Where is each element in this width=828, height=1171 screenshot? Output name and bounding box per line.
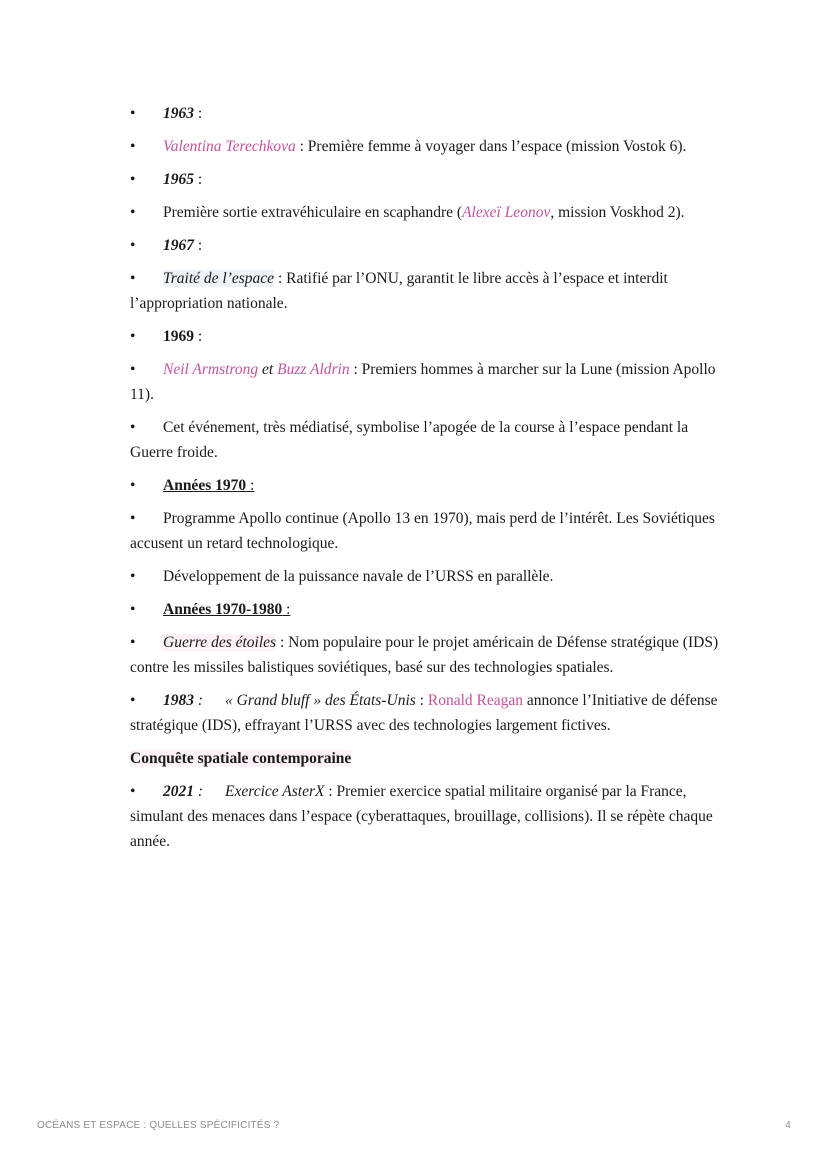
bullet: • [130,138,136,155]
label-annees-1970: Années 1970 [163,477,247,494]
bullet: • [130,204,136,221]
page-number: 4 [785,1120,791,1131]
list-item-annees-1970 [130,473,730,498]
list-item-terechkova [130,134,730,159]
item-text: , mission Voskhod 2). [550,204,685,221]
item-text: : Premier exercice spatial militaire organisé par la France, simulant des menaces dans l’espace (cyberattaques, brouillage, collisions). Il se répète chaque année. [130,783,713,850]
name-reagan: Ronald Reagan [427,692,523,709]
list-item-1965 [130,167,730,192]
bullet: • [130,601,136,618]
colon: : [194,105,203,122]
name-terechkova: Valentina Terechkova [163,138,296,155]
bullet: • [130,270,136,287]
list-item-1967 [130,233,730,258]
quote-grand-bluff: « Grand bluff » des États-Unis [225,692,416,709]
list-item-event [130,415,730,465]
colon: : [246,477,255,494]
label-annees-1970-1980: Années 1970-1980 [163,601,283,618]
list-item-naval [130,564,730,589]
list-item-2021 [130,779,730,854]
list-item-annees-1970-1980 [130,597,730,622]
list-item-traite [130,266,730,316]
bullet: • [130,237,136,254]
bullet: • [130,105,136,122]
name-leonov: Alexeï Leonov [462,204,551,221]
term-asterx: Exercice AsterX [225,783,325,800]
year-1967: 1967 [163,237,194,254]
item-text: : Première femme à voyager dans l’espace (mission Vostok 6). [295,138,687,155]
name-armstrong: Neil Armstrong [163,361,259,378]
bullet: • [130,328,136,345]
year-2021: 2021 [163,783,194,800]
bullet: • [130,634,136,651]
item-text: annonce l’Initiative de défense stratégique (IDS), effrayant l’URSS avec des technologies largement fictives. [130,692,718,734]
list-item-1969 [130,324,730,349]
colon: : [194,692,204,709]
list-item-apollo-continue [130,506,730,556]
list-item-guerre-etoiles [130,630,730,680]
colon: : [282,601,291,618]
page-footer [37,1120,791,1131]
bullet: • [130,783,136,800]
list-item-1983 [130,688,730,738]
item-text: : Premiers hommes à marcher sur la Lune (mission Apollo 11). [130,361,716,403]
term-guerre-etoiles: Guerre des étoiles [163,634,277,651]
year-1963: 1963 [163,105,194,122]
list-item-apollo11 [130,357,730,407]
document-body [130,101,730,862]
colon: : [194,237,203,254]
term-traite: Traité de l’espace [163,270,275,287]
item-text: Programme Apollo continue (Apollo 13 en 1970), mais perd de l’intérêt. Les Soviétiques accusent un retard technologique. [130,510,715,552]
bullet: • [130,510,136,527]
heading-text: Conquête spatiale contemporaine [130,750,352,767]
bullet: • [130,477,136,494]
colon: : [194,328,203,345]
colon: : [194,171,203,188]
item-text: Première sortie extravéhiculaire en scaphandre ( [163,204,463,221]
item-text: Développement de la puissance navale de l’URSS en parallèle. [163,568,554,585]
name-aldrin: Buzz Aldrin [277,361,350,378]
footer-title: OCÉANS ET ESPACE : QUELLES SPÉCIFICITÉS ? [37,1120,280,1131]
year-1983: 1983 [163,692,194,709]
section-heading [130,746,730,771]
bullet: • [130,361,136,378]
year-1965: 1965 [163,171,194,188]
item-text: : Nom populaire pour le projet américain de Défense stratégique (IDS) contre les missiles balistiques soviétiques, basé sur des technologies spatiales. [130,634,719,676]
bullet: • [130,171,136,188]
colon: : [415,692,428,709]
list-item-eva [130,200,730,225]
bullet: • [130,692,136,709]
bullet: • [130,568,136,585]
year-1969: 1969 [163,328,194,345]
bullet: • [130,419,136,436]
item-text: Cet événement, très médiatisé, symbolise l’apogée de la course à l’espace pendant la Guerre froide. [130,419,689,461]
colon: : [194,783,204,800]
item-text: : Ratifié par l’ONU, garantit le libre accès à l’espace et interdit l’appropriation nationale. [130,270,668,312]
list-item-1963 [130,101,730,126]
conjunction: et [258,361,278,378]
